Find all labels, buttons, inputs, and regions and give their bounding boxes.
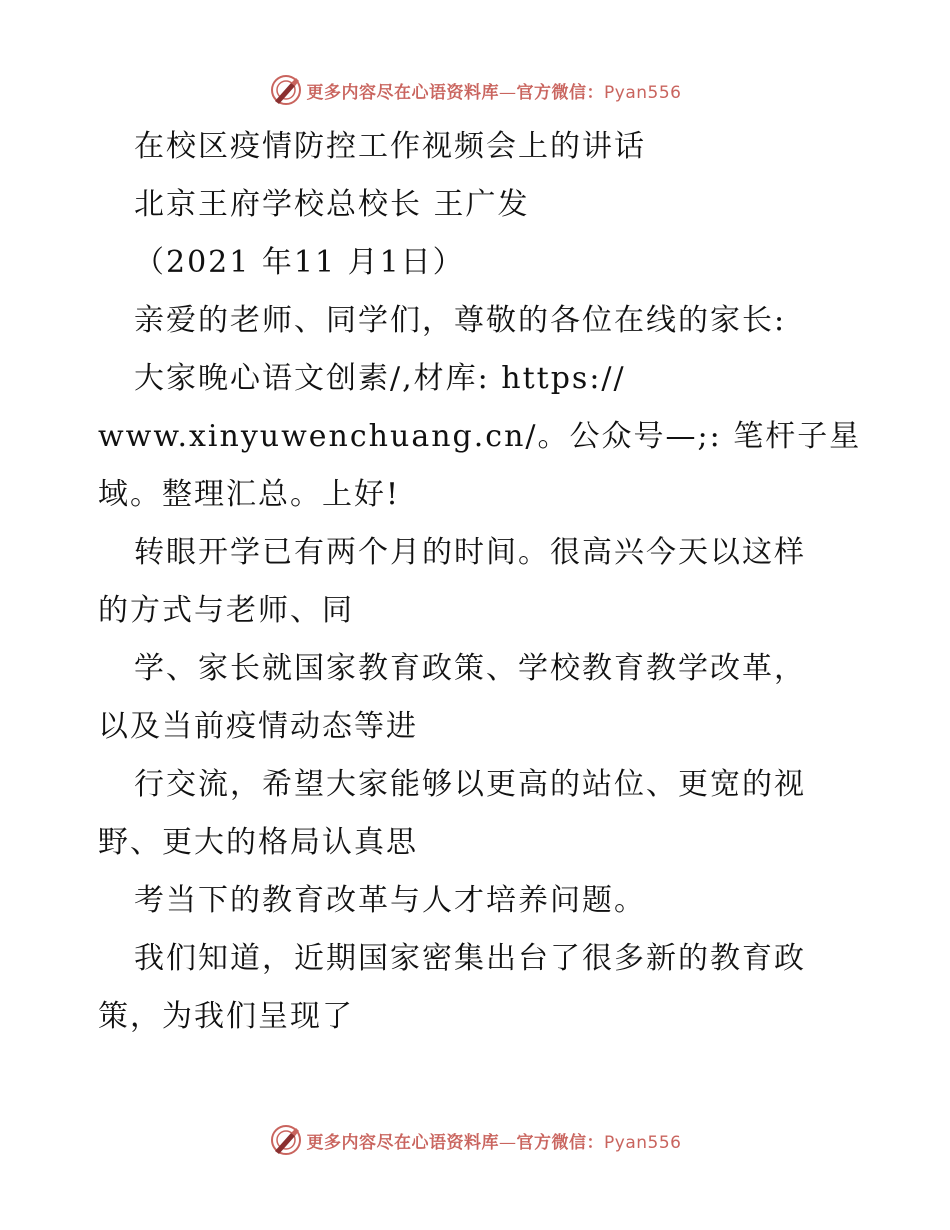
paragraph-line: 策，为我们呈现了 — [98, 999, 354, 1034]
banner-handle: Pyan556 — [604, 1132, 682, 1153]
banner-title: 更多内容尽在心语资料库 — [306, 1132, 500, 1153]
paragraph-line: 我们知道，近期国家密集出台了很多新的教育政 — [134, 941, 806, 976]
paragraph-line: 野、更大的格局认真思 — [98, 825, 418, 860]
banner-content — [269, 73, 682, 107]
banner-wechat-label: 官方微信： — [516, 82, 605, 103]
date-line: （2021 年11 月1日） — [134, 245, 465, 280]
salutation: 亲爱的老师、同学们，尊敬的各位在线的家长: — [134, 303, 787, 338]
speaker-line: 北京王府学校总校长 王广发 — [134, 187, 530, 222]
paragraph-line: 学、家长就国家教育政策、学校教育教学改革， — [134, 651, 806, 686]
speech-title: 在校区疫情防控工作视频会上的讲话 — [134, 129, 646, 164]
banner-title: 更多内容尽在心语资料库 — [306, 82, 500, 103]
paragraph-line: 考当下的教育改革与人才培养问题。 — [134, 883, 646, 918]
paragraph-line: 转眼开学已有两个月的时间。很高兴今天以这样 — [134, 535, 806, 570]
banner-content — [269, 1123, 682, 1157]
paragraph-line: 行交流，希望大家能够以更高的站位、更宽的视 — [134, 767, 806, 802]
header-banner — [0, 70, 950, 110]
banner-text — [307, 1128, 682, 1153]
pen-logo-icon — [269, 73, 303, 107]
banner-dash: — — [499, 82, 517, 103]
pen-logo-icon — [269, 1123, 303, 1157]
paragraph-line: 域。整理汇总。上好! — [98, 477, 401, 512]
paragraph-line: 以及当前疫情动态等进 — [98, 709, 418, 744]
paragraph-line: 的方式与老师、同 — [98, 593, 354, 628]
banner-text — [307, 78, 682, 103]
banner-dash: — — [499, 1132, 517, 1153]
paragraph-line: www.xinyuwenchuang.cn/。公众号—;: 笔杆子星 — [98, 419, 862, 454]
banner-wechat-label: 官方微信： — [516, 1132, 605, 1153]
banner-handle: Pyan556 — [604, 82, 682, 103]
footer-banner — [0, 1120, 950, 1160]
paragraph-line: 大家晚心语文创素/,材库: https:// — [134, 361, 626, 396]
